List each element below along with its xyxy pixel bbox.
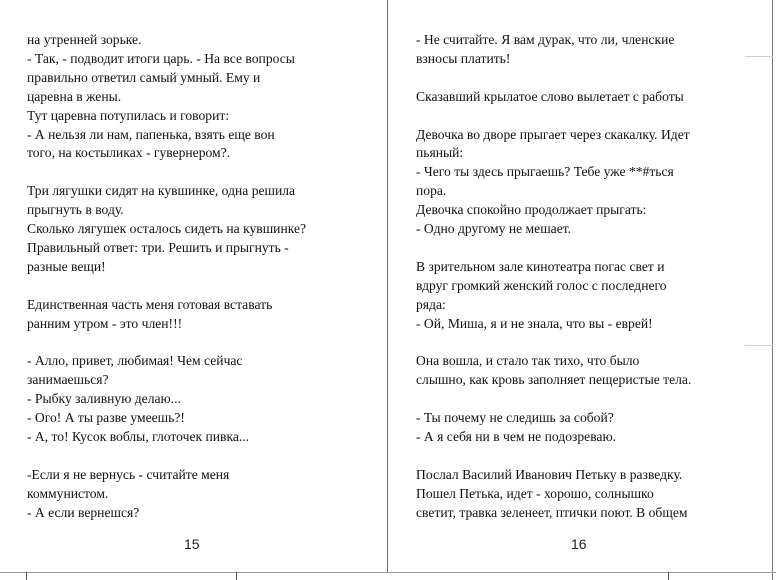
left-page-paragraph [27, 352, 355, 447]
left-page-paragraph-gap [27, 277, 355, 296]
crop-mark-right [668, 572, 669, 580]
right-page-text-line: светит, травка зеленеет, птички поют. В общем [416, 504, 688, 520]
left-page-text-line: прыгнуть в воду. [27, 202, 124, 218]
left-page-text-line: Три лягушки сидят на кувшинке, одна решила [27, 183, 296, 199]
right-page-text-line: Девочка во дворе прыгает через скакалку. Идет [416, 126, 690, 142]
margin-guide-right-lower [745, 345, 773, 346]
right-page-paragraph [416, 466, 744, 523]
left-page-text-line: - Так, - подводит итоги царь. - На все вопросы [27, 50, 295, 66]
crop-mark-middle [236, 572, 237, 580]
left-page-text-line: занимаешься? [27, 372, 109, 388]
right-page-paragraph-gap [416, 107, 744, 126]
right-page-paragraph-gap [416, 447, 744, 466]
right-page-paragraph-gap [416, 69, 744, 88]
right-page-paragraph [416, 352, 744, 390]
left-page-text-line: - А нельзя ли нам, папенька, взять еще вон [27, 126, 275, 142]
right-page-text-line: пьяный: [416, 145, 464, 161]
right-page-text-line: пора. [416, 183, 447, 199]
right-page-paragraph-gap [416, 390, 744, 409]
right-page-text-line: - Ой, Миша, я и не знала, что вы - еврей! [416, 315, 653, 331]
right-page-text-line: Девочка спокойно продолжает прыгать: [416, 202, 647, 218]
left-page-paragraph [27, 182, 355, 277]
right-page-text-line: - Ты почему не следишь за собой? [416, 410, 614, 426]
left-page-text-line: царевна в жены. [27, 88, 122, 104]
left-page-text-line: Правильный ответ: три. Решить и прыгнуть - [27, 239, 289, 255]
left-page-text-line: - Ого! А ты разве умеешь?! [27, 410, 185, 426]
page-left [0, 0, 386, 572]
right-page-text-line: слышно, как кровь заполняет пещеристые тела. [416, 372, 692, 388]
page-number-right: 16 [571, 536, 587, 552]
left-page-text-line: на утренней зорьке. [27, 32, 142, 47]
left-page-text-line: - Рыбку заливную делаю... [27, 391, 181, 407]
left-page-paragraph-gap [27, 447, 355, 466]
right-page-text-line: В зрительном зале кинотеатра погас свет и [416, 258, 665, 274]
right-page-text-line: Сказавший крылатое слово вылетает с работы [416, 88, 684, 104]
right-page-paragraph-gap [416, 333, 744, 352]
left-page-text-line: - А если вернешся? [27, 504, 140, 520]
left-page-paragraph [27, 296, 355, 334]
right-page-text-line: - А я себя ни в чем не подозреваю. [416, 428, 617, 444]
left-page-text-line: правильно ответил самый умный. Ему и [27, 69, 261, 85]
left-page-paragraph-gap [27, 333, 355, 352]
left-page-text-line: Единственная часть меня готовая вставать [27, 296, 273, 312]
left-page-text-line: Сколько лягушек осталось сидеть на кувшинке? [27, 221, 307, 237]
margin-guide-right-upper [745, 56, 773, 57]
left-page-text-line: Тут царевна потупилась и говорит: [27, 107, 230, 123]
right-page-text-line: - Чего ты здесь прыгаешь? Тебе уже **#ться [416, 164, 674, 180]
left-page-paragraph [27, 466, 355, 523]
left-page-text-line: -Если я не вернусь - считайте меня [27, 466, 230, 482]
right-page-text-line: ряда: [416, 296, 446, 312]
right-page-paragraph [416, 126, 744, 239]
right-page-paragraph-gap [416, 239, 744, 258]
page-bottom-shadow [0, 572, 776, 573]
left-page-text-line: - А, то! Кусок воблы, глоточек пивка... [27, 428, 250, 444]
right-page-text [416, 31, 744, 522]
right-page-text-line: - Не считайте. Я вам дурак, что ли, членские [416, 32, 675, 47]
left-page-text [27, 31, 355, 523]
left-page-text-line: того, на костыликах - гувернером?. [27, 145, 231, 161]
right-page-paragraph [416, 88, 744, 107]
right-page-paragraph [416, 258, 744, 334]
right-page-text-line: Она вошла, и стало так тихо, что было [416, 353, 640, 369]
page-right [387, 0, 772, 572]
left-page-text-line: ранним утром - это член!!! [27, 315, 183, 331]
right-page-text-line: взносы платить! [416, 50, 511, 66]
right-page-paragraph [416, 409, 744, 447]
left-page-paragraph-gap [27, 163, 355, 182]
right-page-text-line: Послал Василий Иванович Петьку в разведку. [416, 466, 683, 482]
left-page-text-line: - Алло, привет, любимая! Чем сейчас [27, 353, 243, 369]
page-number-left: 15 [184, 536, 200, 552]
left-page-paragraph [27, 31, 355, 163]
right-page-text-line: - Одно другому не мешает. [416, 221, 572, 237]
page-edge-right [772, 0, 773, 580]
right-page-text-line: вдруг громкий женский голос с последнего [416, 277, 667, 293]
left-page-text-line: коммунистом. [27, 485, 109, 501]
right-page-paragraph [416, 31, 744, 69]
right-page-text-line: Пошел Петька, идет - хорошо, солнышко [416, 485, 654, 501]
crop-mark-left [26, 572, 27, 580]
left-page-text-line: разные вещи! [27, 258, 106, 274]
